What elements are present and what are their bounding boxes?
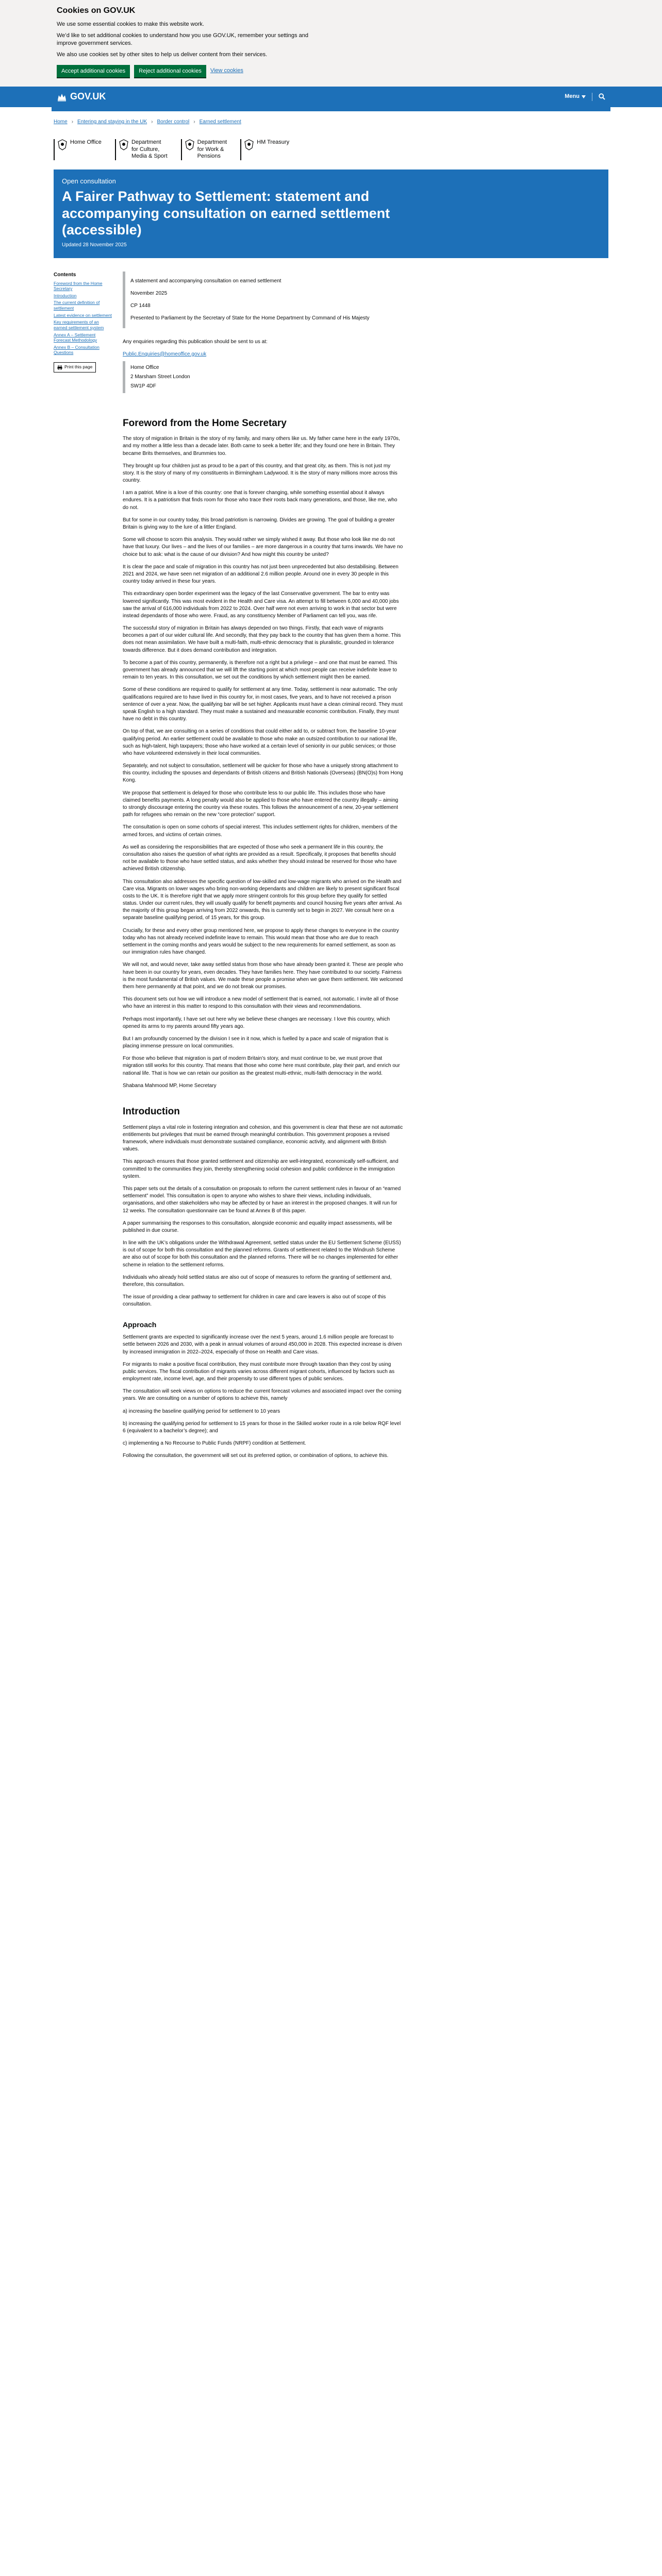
menu-button[interactable] (565, 93, 586, 100)
foreword-paragraph: The successful story of migration in Britain has always depended on two things. Firstly, that each wave of migrants becomes a part of our wider cultural life. And secondly, that they pay back to the country that has given them a home. This does not mean assimilation. We have built a multi-faith, multi-ethnic democracy that is pluralistic, grounded in tolerance towards difference. But it does demand contribution and integration. (123, 625, 401, 653)
introduction-paragraph: This approach ensures that those granted settlement and citizenship are well-integrated, economically self-sufficient, and committed to the communities they join, thereby strengthening social cohesion and public confidence in the immigration system. (123, 1159, 399, 1179)
foreword-paragraph: But for some in our country today, this broad patriotism is narrowing. Divides are growing. The goal of building a greater Britain is giving way to the lure of a littler England. (123, 517, 395, 531)
search-icon (599, 93, 605, 100)
introduction-paragraph: The issue of providing a clear pathway to settlement for children in care and care leavers is also out of scope of this consultation. (123, 1294, 386, 1308)
introduction-heading: Introduction (123, 1106, 180, 1117)
page-title: A Fairer Pathway to Settlement: statement and accompanying consultation on earned settlement (accessible) (62, 189, 390, 238)
foreword-paragraph: Some of these conditions are required to qualify for settlement at any time. Today, settlement is near automatic. The only qualifications required are to have lived in this country for, in most cases, five years, and to have not received a prison sentence of over a year. Now, the qualifying bar will be set higher. Applicants must have a clean criminal record. They must speak English to a high standard. They must make a sustained and measurable economic contribution. Finally, they must have no debt in this country. (123, 687, 403, 722)
logo-text: GOV.UK (70, 91, 106, 102)
print-page-button[interactable] (54, 362, 96, 372)
crest-icon (57, 139, 68, 150)
cookie-actions (57, 65, 605, 77)
org-hm-treasury[interactable] (240, 139, 289, 160)
org-name-line: Department (197, 139, 227, 145)
foreword-paragraph: To become a part of this country, permanently, is therefore not a right but a privilege – and one that must be earned. This government has already announced that we will lift the starting point at which most people can receive indefinite leave to remain to ten years. In this consultation, we set out the conditions by which settlement might then be earned. (123, 659, 398, 681)
introduction-paragraph: This paper sets out the details of a consultation on proposals to reform the current settlement rules in favour of an “earned settlement” model. This consultation is open to anyone who wishes to share their views, including individuals, organisations, and other stakeholders who may be affected by or have an interest in the proposed changes. It will run for 12 weeks. The consultation questionnaire can be found at Annex B of this paper. (123, 1185, 401, 1214)
foreword-paragraph: For those who believe that migration is part of modern Britain’s story, and must continue to be, we must prove that migration still works for this country. That means that those who come here must contribute, play their part, and enrich our national life. That is how we can retain our position as the greatest multi-ethnic, multi-faith democracy in the world. (123, 1056, 400, 1076)
header-strip (52, 107, 610, 111)
printer-icon (57, 365, 62, 370)
approach-paragraph: Following the consultation, the government will set out its preferred option, or combination of options, to achieve this. (123, 1453, 389, 1459)
org-name (131, 139, 168, 160)
foreword-paragraph: This document sets out how we will introduce a new model of settlement that is earned, not automatic. I invite all of those who have an interest in this matter to respond to this consultation with their views and recommendations. (123, 996, 399, 1010)
document-body (123, 417, 403, 1460)
cookie-banner-title: Cookies on GOV.UK (57, 6, 136, 15)
chevron-down-icon (582, 95, 586, 98)
command-paper-number: CP 1448 (130, 302, 151, 309)
contents-item (54, 345, 112, 355)
contents-link-introduction[interactable]: Introduction (54, 293, 77, 298)
foreword-paragraph: It is clear the pace and scale of migration in this country has not just been unprecedented but also destabilising. Between 2021 and 2024, we have seen net migration of an additional 2.6 million people. Around one in every 30 people in this country today arrived in these four years. (123, 564, 399, 585)
foreword-paragraph: Some will choose to scorn this analysis. They would rather we simply wished it away. But those who look like me do not have that luxury. Our lives – and the lives of our families – are more dangerous in a country that turns inwards. We have no choice but to ask: what is the cause of our division? And how might this country be united? (123, 537, 403, 557)
enquiries-text: Any enquiries regarding this publication should be sent to us at: (123, 338, 268, 345)
main-content (123, 272, 403, 1465)
contents-item (54, 281, 112, 292)
presented-to-parliament: Presented to Parliament by the Secretary of State for the Home Department by Command of His Majesty (130, 315, 370, 321)
introduction-paragraph: Individuals who already hold settled status are also out of scope of measures to reform the granting of settlement and, therefore, this consultation. (123, 1274, 392, 1287)
foreword-paragraph: We propose that settlement is delayed for those who contribute less to our public life. This includes those who have claimed benefits payments. A long penalty would also be applied to those who have entered the country illegally – aiming to strongly discourage entering the country via these routes. This follows the announcement of a new, 20-year settlement path for refugees who remain on the new “core protection” support. (123, 790, 399, 818)
foreword-paragraph: Perhaps most importantly, I have set out here why we believe these changes are necessary. I love this country, which opened its arms to my parents around fifty years ago. (123, 1016, 390, 1029)
breadcrumb-home[interactable]: Home (54, 118, 68, 125)
address-line: SW1P 4DF (130, 383, 156, 389)
contents-item (54, 319, 112, 330)
crest-icon (119, 139, 129, 150)
publication-date: November 2025 (130, 290, 168, 296)
address-line: 2 Marsham Street London (130, 374, 190, 380)
org-name-line: Media & Sport (131, 153, 168, 160)
introduction-paragraph: A paper summarising the responses to this consultation, alongside economic and equality impact assessments, will be published in due course. (123, 1220, 392, 1233)
contents-item (54, 293, 112, 299)
contents-link-latest-evidence[interactable]: Latest evidence on settlement (54, 312, 112, 318)
org-dcms[interactable] (115, 139, 168, 160)
foreword-paragraph: The story of migration in Britain is the story of my family, and many others like us. My father came here in the early 1970s, and my mother a little less than a decade later. Both came to seek a better life; and they found one here in Britain. They became Brits themselves, and Brummies too. (123, 436, 400, 456)
enquiries-email-wrapper (123, 351, 403, 358)
contents-heading: Contents (54, 272, 76, 278)
menu-label: Menu (565, 93, 580, 100)
breadcrumb-entering-staying[interactable]: Entering and staying in the UK (77, 118, 147, 125)
contents-link-key-requirements[interactable]: Key requirements of an earned settlement system (54, 319, 104, 330)
approach-option: c) implementing a No Recourse to Public Funds (NRPF) condition at Settlement. (123, 1440, 306, 1447)
cookie-banner-text-1: We use some essential cookies to make this website work. (57, 21, 204, 28)
page-container (0, 111, 662, 1465)
contents-link-annex-a[interactable]: Annex A – Settlement Forecast Methodology (54, 332, 97, 343)
breadcrumb-chevron-icon: › (71, 118, 74, 125)
publication-details (123, 272, 403, 328)
publication-description: A statement and accompanying consultation on earned settlement (130, 278, 282, 284)
org-name-line: for Culture, (131, 146, 160, 152)
foreword-paragraph: Crucially, for these and every other group mentioned here, we propose to apply these changes to everyone in the country today who has not already received indefinite leave to remain. This would mean that those who are due to reach settlement in the coming months and years would be subject to the new requirements for earned settlement, as soon as our immigration rules have changed. (123, 927, 399, 956)
crown-icon (57, 92, 67, 101)
foreword-paragraph: Separately, and not subject to consultation, settlement will be quicker for those who have a uniquely strong attachment to this country, including the spouses and dependants of British citizens and British Nationals (Overseas) (BN(O)s) from Hong Kong. (123, 763, 403, 784)
foreword-paragraph: As well as considering the responsibilities that are expected of those who seek a permanent life in this country, the consultation also raises the question of what rights are provided as a result. Specifically, it proposes that benefits should not be available to those who have settled status, and asks whether they should instead be reserved for those who have achieved British citizenship. (123, 844, 397, 872)
foreword-paragraph: I am a patriot. Mine is a love of this country: one that is forever changing, while something essential about it always endures. It is a patriotism that finds room for those who trace their roots back many generations, and those, like me, who do not. (123, 490, 398, 511)
approach-option: a) increasing the baseline qualifying period for settlement to 10 years (123, 1408, 280, 1414)
org-name-line: Department (131, 139, 161, 145)
approach-paragraph: For migrants to make a positive fiscal contribution, they must contribute more through taxation than they cost by using public services. The fiscal contribution of migrants varies across different migrant cohorts, influenced by factors such as employment rate, income level, age, and their propensity to use different types of public services. (123, 1361, 395, 1382)
contents-item (54, 332, 112, 343)
postal-address (123, 361, 403, 393)
govuk-logo[interactable] (57, 90, 106, 103)
content-layout (54, 258, 608, 1465)
foreword-paragraph: But I am profoundly concerned by the division I see in it now, which is fuelled by a pace and scale of migration that is placing immense pressure on local communities. (123, 1036, 389, 1049)
org-home-office[interactable] (54, 139, 102, 160)
crest-icon (244, 139, 254, 150)
contents-link-current-definition[interactable]: The current definition of settlement (54, 300, 100, 311)
breadcrumb-border-control[interactable]: Border control (157, 118, 190, 125)
breadcrumb-chevron-icon: › (193, 118, 195, 125)
approach-paragraph: The consultation will seek views on options to reduce the current forecast volumes and associated impact over the coming years. We are consulting on a number of options to achieve this, namely (123, 1388, 402, 1402)
introduction-paragraph: Settlement plays a vital role in fostering integration and cohesion, and this government is clear that these are not automatic entitlements but privileges that must be earned through meaningful contribution. This government proposes a revised framework, where individuals must demonstrate sustained compliance, economic activity, and alignment with British values. (123, 1124, 403, 1153)
enquiries-email-link[interactable]: Public.Enquiries@homeoffice.gov.uk (123, 351, 207, 357)
cookie-banner-text-2: We’d like to set additional cookies to understand how you use GOV.UK, remember your settings and improve government services. (57, 32, 308, 47)
address-line: Home Office (130, 364, 159, 370)
cookie-banner (0, 0, 662, 87)
updated-date: Updated 28 November 2025 (62, 242, 127, 248)
org-name (257, 139, 289, 160)
accept-cookies-button[interactable]: Accept additional cookies (57, 65, 130, 77)
breadcrumb (54, 111, 608, 131)
foreword-paragraph: They brought up four children just as proud to be a part of this country, and that great city, as them. This is not just my story. It is the story of many of my constituents in Birmingham Ladywood. It is the story of many millions more across this country. (123, 463, 398, 484)
foreword-paragraph: This consultation also addresses the specific question of low-skilled and low-wage migrants who arrived on the Health and Care visa. Migrants on lower wages who bring non-working dependants and children are likely to present significant fiscal costs to the UK. It is therefore right that we apply more stringent controls for this group before they qualify for settled status. Under our current rules, they will usually qualify for benefit payments and council housing five years after arrival. As the majority of this group began arriving from 2022 onwards, this is currently set to begin in 2027. We consult here on a separate baseline qualifying period, of 15 years, for this group. (123, 878, 402, 921)
introduction-paragraph: In line with the UK’s obligations under the Withdrawal Agreement, settled status under the EU Settlement Scheme (EUSS) is out of scope for both this consultation and the planned reforms. Grants of settlement related to the Windrush Scheme are also out of scope for both this consultation and the planned reforms. There will be no changes implemented for either scheme in relation to the settlement reforms. (123, 1240, 401, 1268)
section-spacer (123, 1095, 403, 1105)
contents-sidebar (54, 272, 112, 1465)
reject-cookies-button[interactable]: Reject additional cookies (134, 65, 206, 77)
foreword-paragraph: On top of that, we are consulting on a series of conditions that could either add to, or subtract from, the baseline 10-year qualifying period. An earlier settlement could be available to those who make an outsized contribution to our national life, such as high-talent, high taxpayers; those who have worked at a certain level of seniority in our public services; or those who have volunteered extensively in their local communities. (123, 728, 397, 756)
site-header (0, 87, 662, 107)
org-dwp[interactable] (181, 139, 227, 160)
contents-item (54, 313, 112, 318)
cookie-banner-text-3: We also use cookies set by other sites to help us deliver content from their services. (57, 51, 268, 58)
foreword-paragraph: The consultation is open on some cohorts of special interest. This includes settlement rights for children, members of the armed forces, and victims of certain crimes. (123, 824, 398, 838)
contents-link-foreword[interactable]: Foreword from the Home Secretary (54, 280, 103, 292)
header-actions (565, 93, 605, 101)
publication-type: Open consultation (62, 177, 116, 185)
organisation-logos (54, 131, 608, 170)
contents-link-annex-b[interactable]: Annex B – Consultation Questions (54, 344, 100, 355)
crest-icon (185, 139, 195, 150)
foreword-paragraph: This extraordinary open border experiment was the legacy of the last Conservative government. The bar to entry was lowered significantly. This was most evident in the Health and Care visa. An attempt to fill between 6,000 and 40,000 jobs saw the arrival of 616,000 individuals from 2022 to 2024. Over half were not even arriving to work in that sector but were instead dependants of those who were. Fraud, as any constituency Member of Parliament can tell you, was rife. (123, 591, 399, 619)
breadcrumb-earned-settlement[interactable]: Earned settlement (199, 118, 241, 125)
foreword-heading: Foreword from the Home Secretary (123, 417, 287, 429)
foreword-signature: Shabana Mahmood MP, Home Secretary (123, 1082, 217, 1089)
org-name-line: for Work & (197, 146, 224, 152)
org-name-line: HM Treasury (257, 139, 290, 145)
breadcrumb-chevron-icon: › (151, 118, 153, 125)
contents-list (54, 281, 112, 356)
approach-option: b) increasing the qualifying period for settlement to 15 years for those in the Skilled worker route in a role below RQF level 6 (equivalent to a bachelor’s degree); and (123, 1420, 401, 1434)
contents-item (54, 300, 112, 311)
org-name-line: Pensions (197, 153, 221, 160)
org-name (70, 139, 102, 160)
view-cookies-link[interactable]: View cookies (210, 67, 243, 74)
org-name-line: Home Office (70, 139, 102, 145)
foreword-paragraph: We will not, and would never, take away settled status from those who have already been granted it. These are people who have been in our country for years, even decades. They have families here. They have contributed to our society. Fairness is the most fundamental of British values. We made these people a promise when we gave them settlement. We welcomed them here permanently at that point, and we do not break our promises. (123, 962, 403, 990)
search-button[interactable] (599, 93, 605, 100)
publication-header (54, 170, 608, 258)
approach-heading: Approach (123, 1320, 157, 1329)
print-label: Print this page (64, 364, 93, 370)
org-name (197, 139, 227, 160)
approach-paragraph: Settlement grants are expected to significantly increase over the next 5 years, around 1.6 million people are forecast to settle between 2026 and 2030, with a peak in annual volumes of around 450,000 in 2028. This expected increase is driven by increased immigration in 2022–2024, especially of those on Health and Care visas. (123, 1334, 402, 1355)
